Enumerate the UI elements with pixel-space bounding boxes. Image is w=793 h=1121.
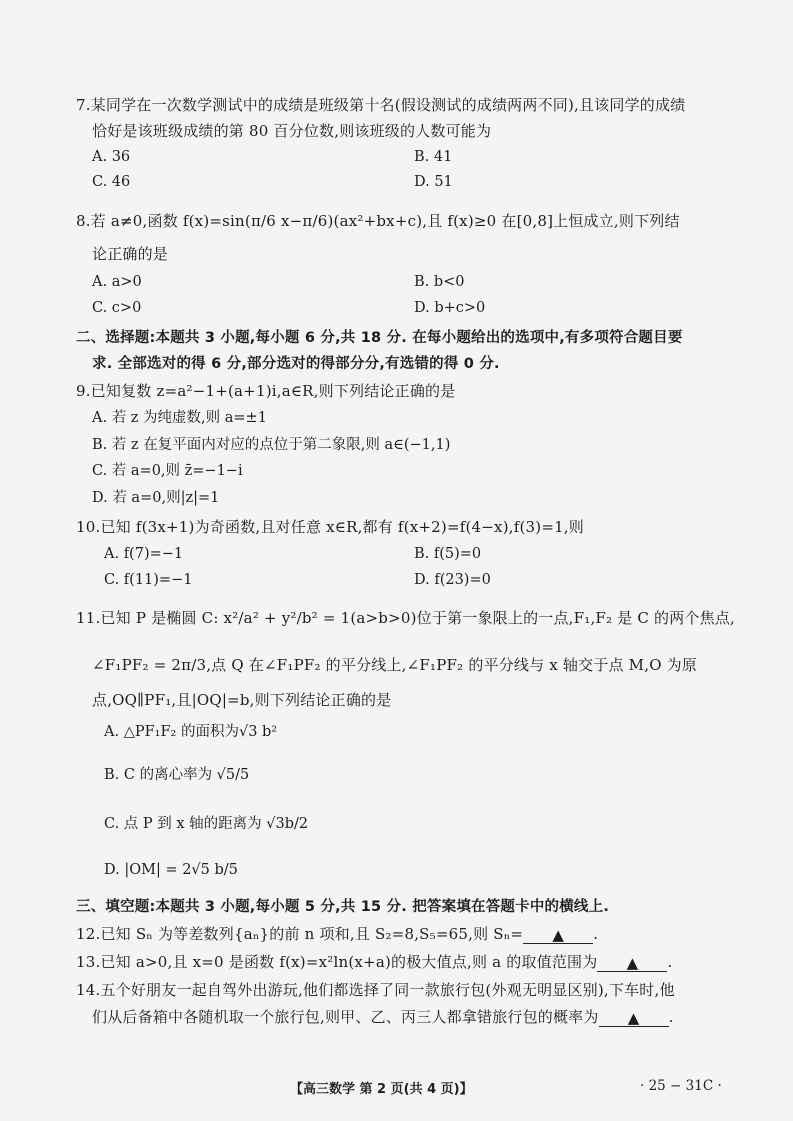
- q11-line2: ∠F₁PF₂ = 2π/3,点 Q 在∠F₁PF₂ 的平分线上,∠F₁PF₂ 的平分线与 x 轴交于点 M,O 为原: [92, 656, 698, 674]
- triangle-icon: ▲: [552, 926, 565, 944]
- q11-line3: 点,OQ∥PF₁,且|OQ|=b,则下列结论正确的是: [92, 691, 392, 709]
- q13-answer-blank: [597, 953, 667, 972]
- q11-option-b: B. C 的离心率为 √5/5: [104, 767, 250, 783]
- q10-option-a: A. f(7)=−1: [104, 546, 184, 562]
- q10-option-b: B. f(5)=0: [414, 546, 482, 562]
- q12-line: [76, 924, 598, 944]
- q10-option-d: D. f(23)=0: [414, 572, 491, 588]
- q7-option-c: C. 46: [92, 174, 131, 190]
- q7-line2: 恰好是该班级成绩的第 80 百分位数,则该班级的人数可能为: [92, 122, 492, 140]
- q9-option-a: A. 若 z 为纯虚数,则 a=±1: [92, 410, 267, 426]
- q7-option-a: A. 36: [92, 149, 131, 165]
- section2-heading-line2: 求. 全部选对的得 6 分,部分选对的得部分分,有选错的得 0 分.: [92, 356, 500, 372]
- section3-heading: 三、填空题:本题共 3 小题,每小题 5 分,共 15 分. 把答案填在答题卡中的横线上.: [76, 899, 610, 915]
- q12-answer-blank: [523, 925, 593, 944]
- q9-stem: 9.已知复数 z=a²−1+(a+1)i,a∈R,则下列结论正确的是: [76, 382, 456, 400]
- q11-option-c: C. 点 P 到 x 轴的距离为 √3b/2: [104, 816, 309, 832]
- section2-heading-line1: 二、选择题:本题共 3 小题,每小题 6 分,共 18 分. 在每小题给出的选项中,有多项符合题目要: [76, 330, 683, 346]
- q8-option-a: A. a>0: [92, 274, 142, 290]
- q7-line1: 7.某同学在一次数学测试中的成绩是班级第十名(假设测试的成绩两两不同),且该同学的成绩: [76, 96, 686, 114]
- q11-option-d: D. |OM| = 2√5 b/5: [104, 862, 238, 878]
- q8-option-b: B. b<0: [414, 274, 465, 290]
- q9-option-d: D. 若 a=0,则|z|=1: [92, 490, 220, 506]
- exam-code: · 25 − 31C ·: [640, 1078, 722, 1094]
- q7-option-b: B. 41: [414, 149, 453, 165]
- q10-stem: 10.已知 f(3x+1)为奇函数,且对任意 x∈R,都有 f(x+2)=f(4−x),f(3)=1,则: [76, 518, 584, 536]
- q13-end: .: [667, 953, 673, 971]
- q11-line1: 11.已知 P 是椭圆 C: x²/a² + y²/b² = 1(a>b>0)位于第一象限上的一点,F₁,F₂ 是 C 的两个焦点,: [76, 609, 736, 627]
- q9-option-b: B. 若 z 在复平面内对应的点位于第二象限,则 a∈(−1,1): [92, 437, 451, 453]
- q12-end: .: [593, 925, 599, 943]
- q12-stem: 12.已知 Sₙ 为等差数列{aₙ}的前 n 项和,且 S₂=8,S₅=65,则 Sₙ=: [76, 925, 524, 943]
- q14-stem-end: 们从后备箱中各随机取一个旅行包,则甲、乙、丙三人都拿错旅行包的概率为: [92, 1008, 599, 1026]
- q10-option-c: C. f(11)=−1: [104, 572, 193, 588]
- triangle-icon: ▲: [626, 954, 639, 972]
- q7-option-d: D. 51: [414, 174, 453, 190]
- q8-line2: 论正确的是: [92, 245, 169, 263]
- q11-option-a: A. △PF₁F₂ 的面积为√3 b²: [104, 724, 278, 740]
- q8-line1: 8.若 a≠0,函数 f(x)=sin(π/6 x−π/6)(ax²+bx+c),且 f(x)≥0 在[0,8]上恒成立,则下列结: [76, 212, 680, 230]
- triangle-icon: ▲: [627, 1009, 640, 1027]
- q14-answer-blank: [599, 1008, 669, 1027]
- q14-line1: 14.五个好朋友一起自驾外出游玩,他们都选择了同一款旅行包(外观无明显区别),下车时,他: [76, 981, 675, 999]
- q8-option-c: C. c>0: [92, 300, 142, 316]
- q8-option-d: D. b+c>0: [414, 300, 486, 316]
- page-footer: 【高三数学 第 2 页(共 4 页)】: [290, 1082, 473, 1097]
- q13-line: [76, 952, 672, 972]
- q9-option-c: C. 若 a=0,则 z̄=−1−i: [92, 463, 243, 479]
- q13-stem: 13.已知 a>0,且 x=0 是函数 f(x)=x²ln(x+a)的极大值点,则 a 的取值范围为: [76, 953, 598, 971]
- q14-end: .: [668, 1008, 674, 1026]
- q14-line2: [92, 1007, 674, 1027]
